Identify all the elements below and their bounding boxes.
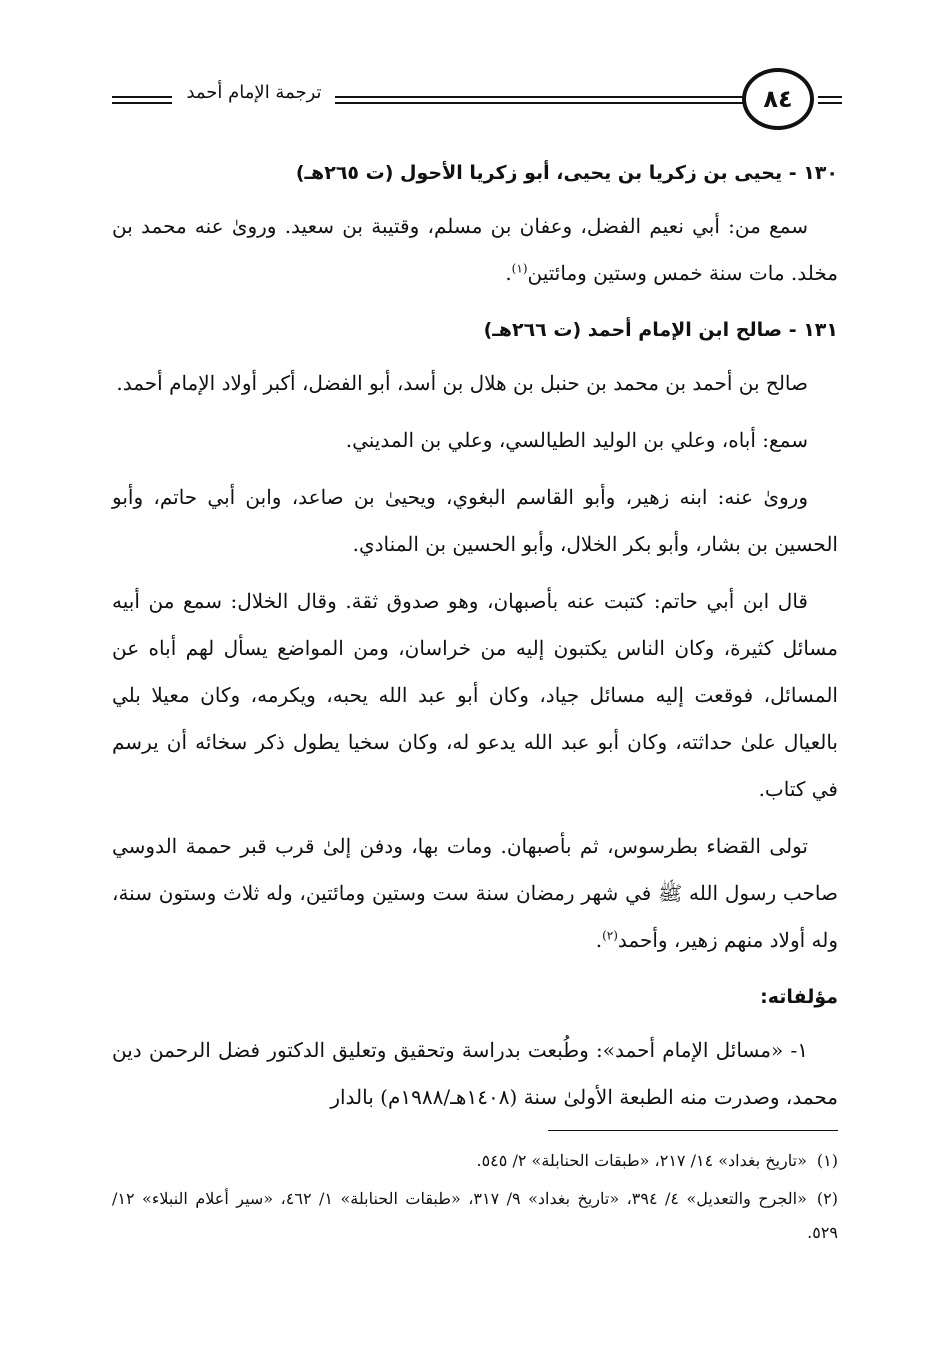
footnote-text: «تاريخ بغداد» ١٤/ ٢١٧، «طبقات الحنابلة» ٢/ ٥٤٥.	[476, 1151, 807, 1170]
entry-heading-131: ١٣١ - صالح ابن الإمام أحمد (ت ٢٦٦هـ)	[483, 319, 838, 341]
paragraph-tail: .	[595, 928, 603, 952]
entry-131-paragraph-1: صالح بن أحمد بن محمد بن حنبل بن هلال بن أسد، أبو الفضل، أكبر أولاد الإمام أحمد.	[116, 371, 808, 395]
paragraph-text: سمع من: أبي نعيم الفضل، وعفان بن مسلم، وقتيبة بن سعيد. وروىٰ عنه محمد بن مخلد. مات سنة خمس وستين ومائتين	[112, 214, 838, 285]
entry-131-paragraph-2: سمع: أباه، وعلي بن الوليد الطيالسي، وعلي بن المديني.	[345, 428, 808, 452]
entry-131-paragraph-3: وروىٰ عنه: ابنه زهير، وأبو القاسم البغوي، ويحيىٰ بن صاعد، وابن أبي حاتم، وأبو الحسين بن بشار، وأبو بكر الخلال، وأبو الحسين بن المنادي.	[112, 485, 838, 556]
works-heading: مؤلفاته:	[760, 986, 838, 1008]
footnote-number: (٢)	[816, 1189, 838, 1208]
page-number: ٨٤	[742, 68, 814, 130]
main-text	[112, 150, 838, 1131]
paragraph-text: تولى القضاء بطرسوس، ثم بأصبهان. ومات بها، ودفن إلىٰ قرب قبر حممة الدوسي صاحب رسول الله ﷺ في شهر رمضان سنة ست وستين ومائتين، وله ثلاث وستون سنة، وله أولاد منهم زهير، وأحمد	[112, 834, 838, 952]
footnotes	[112, 1144, 838, 1254]
header-rule-middle	[335, 96, 745, 104]
page-header	[110, 66, 842, 136]
running-title: ترجمة الإمام أحمد	[186, 82, 322, 103]
header-rule-left	[112, 96, 172, 104]
entry-131-paragraph-4: قال ابن أبي حاتم: كتبت عنه بأصبهان، وهو صدوق ثقة. وقال الخلال: سمع من أبيه مسائل كثيرة، وكان الناس يكتبون إليه من خراسان، ومن المواضع يسأل لهم أباه عن المسائل، فوقعت إليه مسائل جياد، وكان أبو عبد الله يحبه، ويكرمه، وكان معيلا بلي بالعيال علىٰ حداثته، وكان أبو عبد الله يدعو له، وكان سخيا يطول ذكر سخائه أن يرسم في كتاب.	[112, 589, 838, 801]
footnote-text: «الجرح والتعديل» ٤/ ٣٩٤، «تاريخ بغداد» ٩/ ٣١٧، «طبقات الحنابلة» ١/ ٤٦٢، «سير أعلام النبلاء» ١٢/ ٥٢٩.	[112, 1189, 838, 1242]
footnote-2	[112, 1182, 838, 1250]
footnote-1	[112, 1144, 838, 1178]
entry-heading-130: ١٣٠ - يحيى بن زكريا بن يحيى، أبو زكريا الأحول (ت ٢٦٥هـ)	[295, 162, 838, 184]
entry-130-paragraph	[112, 203, 838, 297]
footnote-ref-2: (٢)	[602, 928, 618, 943]
paragraph-tail: .	[505, 261, 512, 285]
works-paragraph: ١- «مسائل الإمام أحمد»: وطُبعت بدراسة وتحقيق وتعليق الدكتور فضل الرحمن دين محمد، وصدرت منه الطبعة الأولىٰ سنة (١٤٠٨هـ/١٩٨٨م) بالدار	[112, 1038, 838, 1109]
footnote-number: (١)	[816, 1151, 838, 1170]
entry-131-paragraph-5	[112, 823, 838, 964]
footnote-divider	[548, 1130, 838, 1131]
footnote-ref-1: (١)	[511, 261, 528, 276]
header-rule-right	[818, 96, 842, 104]
